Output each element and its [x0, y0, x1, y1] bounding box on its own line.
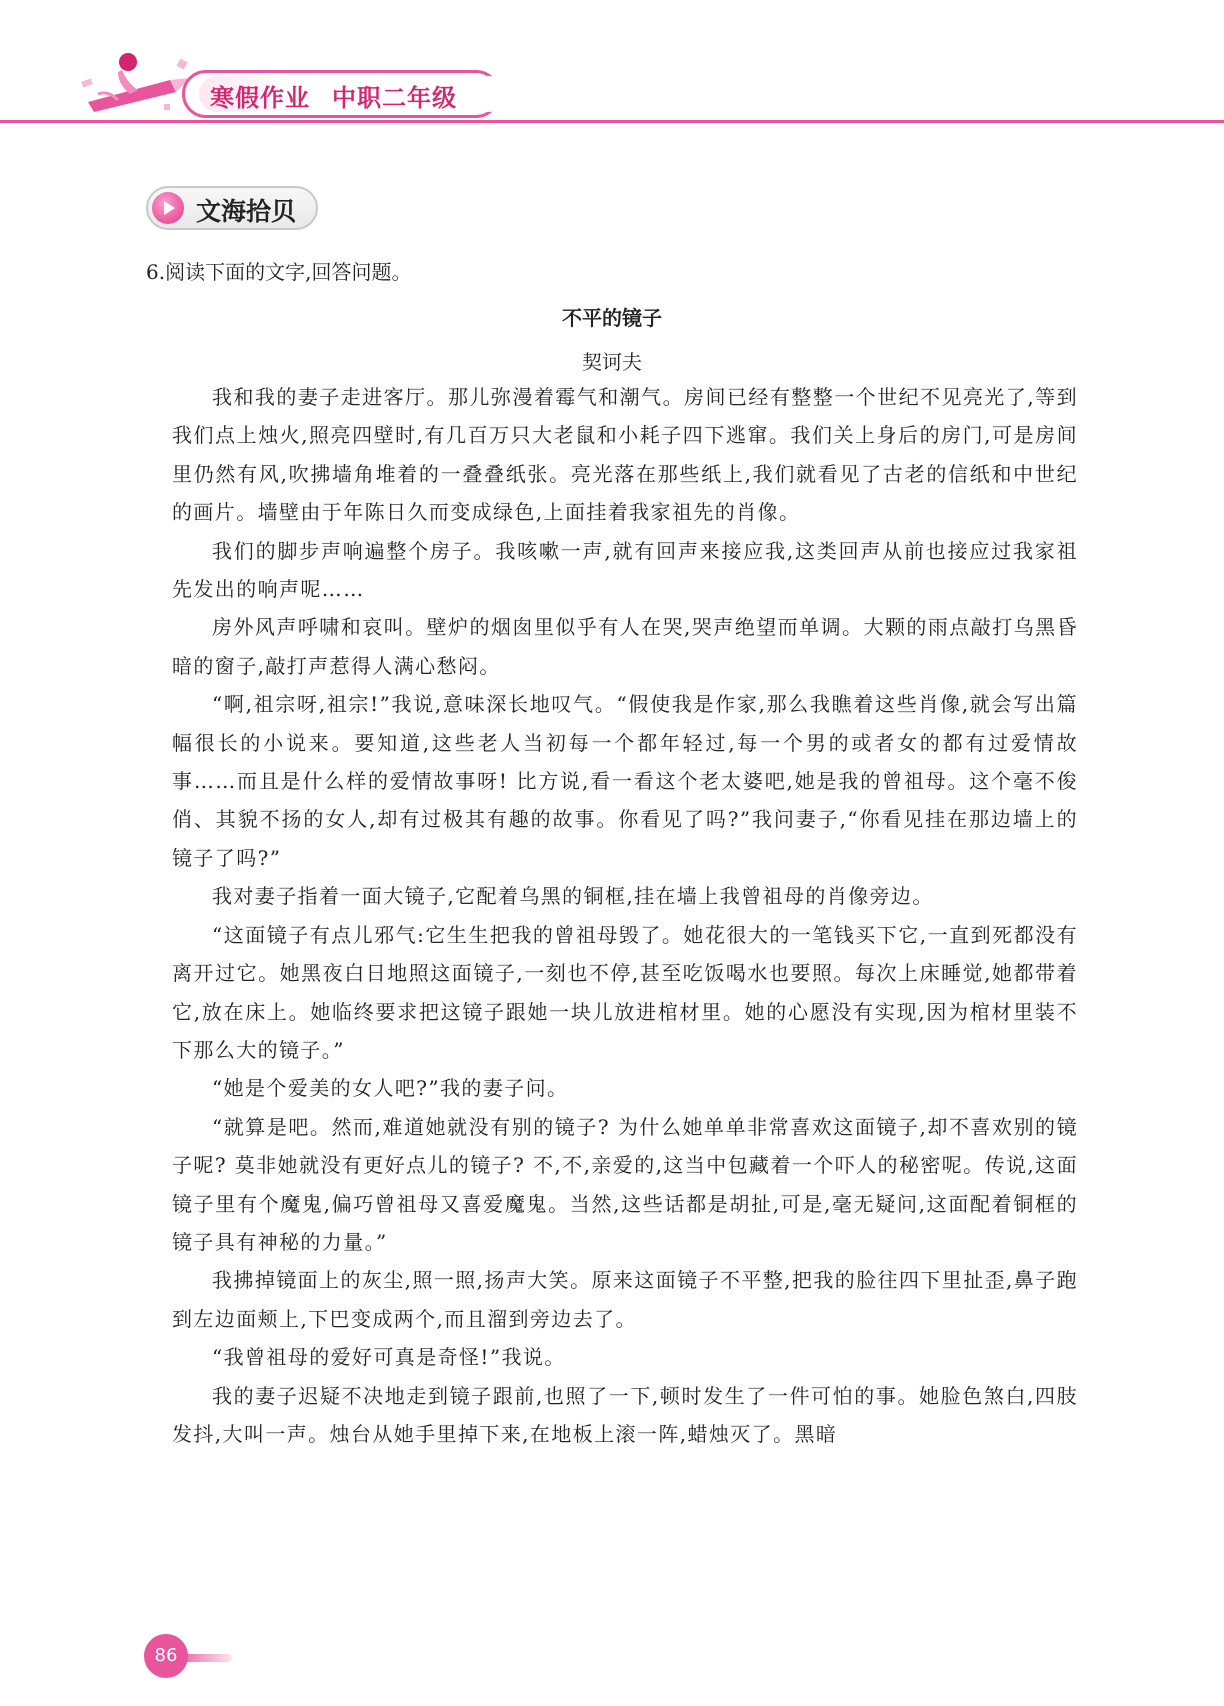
paragraph: “她是个爱美的女人吧?”我的妻子问。 — [212, 1076, 569, 1101]
grade-label: 中职二年级 — [332, 84, 457, 112]
paragraph: “这面镜子有点儿邪气:它生生把我的曾祖母毁了。她花很大的一笔钱买下它,一直到死都没有离开过它。她黑夜白日地照这面镜子,一刻也不停,甚至吃饭喝水也要照。每次上床睡觉,她都带着它,放在床上。她临终要求把这镜子跟她一块儿放进棺材里。她的心愿没有实现,因为棺材里装不下那么大的镜子。” — [172, 922, 1078, 1062]
page-header — [0, 0, 1224, 130]
page-number: 86 — [144, 1634, 188, 1678]
paragraph: “啊,祖宗呀,祖宗!”我说,意味深长地叹气。“假使我是作家,那么我瞧着这些肖像,就会写出篇幅很长的小说来。要知道,这些老人当初每一个都年轻过,每一个男的或者女的都有过爱情故事……而且是什么样的爱情故事呀! 比方说,看一看这个老太婆吧,她是我的曾祖母。这个毫不俊俏、其貌不扬的女人,却有过极其有趣的故事。你看见了吗?”我问妻子,“你看见挂在那边墙上的镜子了吗?” — [172, 692, 1078, 870]
section-title: 文海拾贝 — [196, 197, 297, 226]
paragraph: 我们的脚步声响遍整个房子。我咳嗽一声,就有回声来接应我,这类回声从前也接应过我家祖先发出的响声呢…… — [172, 538, 1078, 602]
paragraph: 我和我的妻子走进客厅。那儿弥漫着霉气和潮气。房间已经有整整一个世纪不见亮光了,等到我们点上烛火,照亮四壁时,有几百万只大老鼠和小耗子四下逃窜。我们关上身后的房门,可是房间里仍然有风,吹拂墙角堆着的一叠叠纸张。亮光落在那些纸上,我们就看见了古老的信纸和中世纪的画片。墙壁由于年陈日久而变成绿色,上面挂着我家祖先的肖像。 — [172, 385, 1078, 525]
paragraph: 我对妻子指着一面大镜子,它配着乌黑的铜框,挂在墙上我曾祖母的肖像旁边。 — [212, 884, 934, 909]
section-heading — [146, 186, 318, 232]
girl-on-pencil-icon — [78, 40, 198, 120]
paragraph: “我曾祖母的爱好可真是奇怪!”我说。 — [212, 1345, 566, 1370]
article-body — [172, 378, 1078, 1453]
question-prompt: 6.阅读下面的文字,回答问题。 — [146, 260, 412, 284]
paragraph: 我拂掉镜面上的灰尘,照一照,扬声大笑。原来这面镜子不平整,把我的脸往四下里扯歪,鼻子跑到左边面颊上,下巴变成两个,而且溜到旁边去了。 — [172, 1268, 1078, 1331]
play-arrow-icon — [152, 192, 184, 224]
header-title — [210, 78, 457, 113]
book-title: 寒假作业 — [210, 84, 310, 112]
paragraph: “就算是吧。然而,难道她就没有别的镜子? 为什么她单单非常喜欢这面镜子,却不喜欢别的镜子呢? 莫非她就没有更好点儿的镜子? 不,不,亲爱的,这当中包藏着一个吓人的秘密呢。传说,这面镜子里有个魔鬼,偏巧曾祖母又喜爱魔鬼。当然,这些话都是胡扯,可是,毫无疑问,这面配着铜框的镜子具有神秘的力量。” — [172, 1114, 1078, 1254]
header-divider — [0, 120, 1224, 123]
article-title: 不平的镜子 — [562, 306, 662, 330]
paragraph: 房外风声呼啸和哀叫。壁炉的烟囱里似乎有人在哭,哭声绝望而单调。大颗的雨点敲打乌黑昏暗的窗子,敲打声惹得人满心愁闷。 — [172, 615, 1078, 678]
paragraph: 我的妻子迟疑不决地走到镜子跟前,也照了一下,顿时发生了一件可怕的事。她脸色煞白,四肢发抖,大叫一声。烛台从她手里掉下来,在地板上滚一阵,蜡烛灭了。黑暗 — [172, 1383, 1078, 1446]
article-author: 契诃夫 — [582, 350, 642, 374]
